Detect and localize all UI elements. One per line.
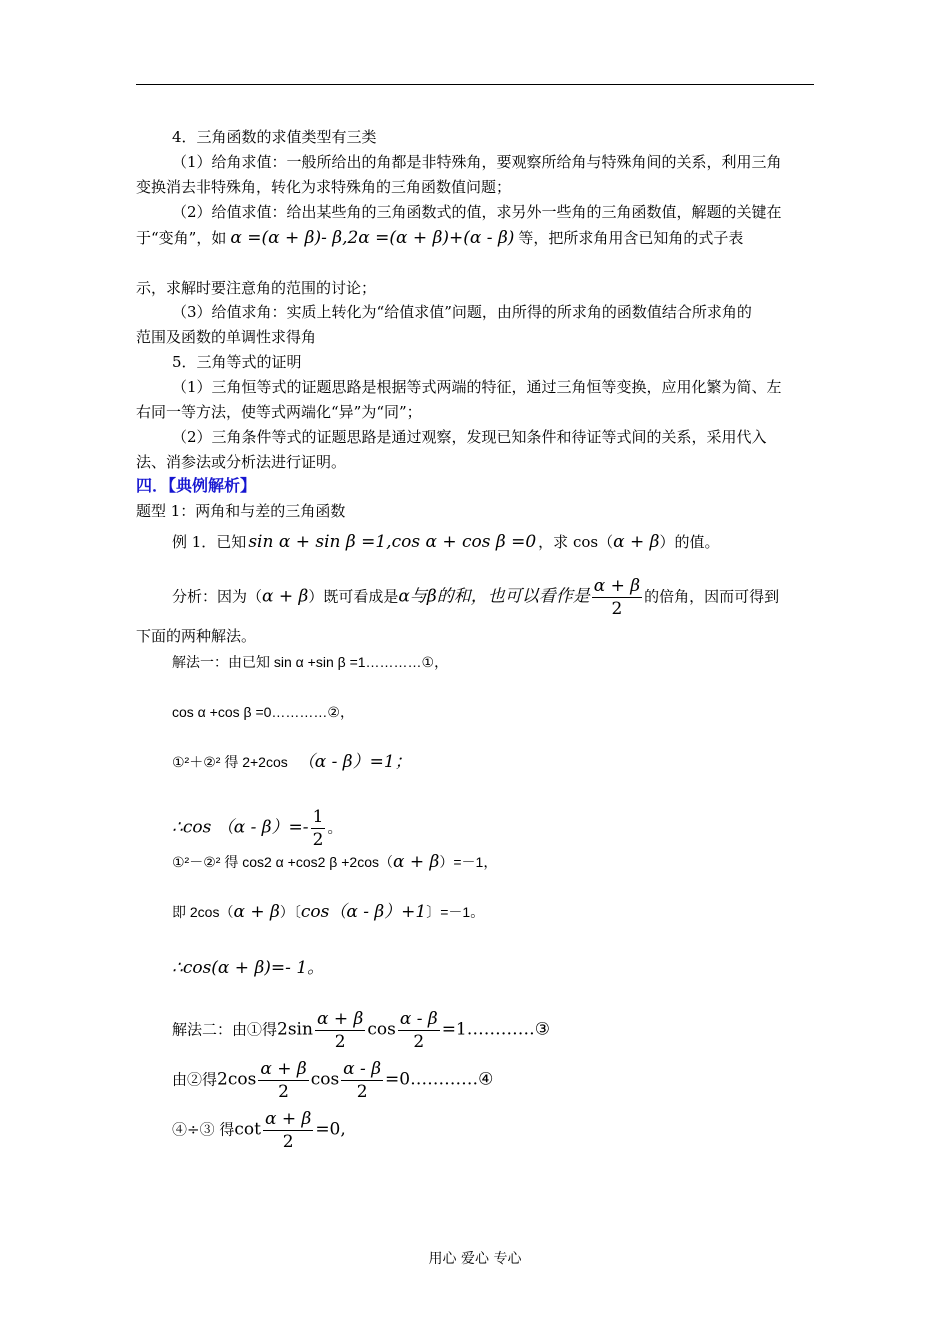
section-5-title: 5．三角等式的证明 (172, 353, 302, 371)
formula: ∴cos （α - β）=- (172, 817, 309, 838)
section-4-item3-line1: （3）给值求角：实质上转化为“给值求值”问题，由所得的所求角的函数值结合所求角的 (172, 303, 752, 321)
method1-line1: 解法一：由已知 sin α +sin β =1…………①， (172, 654, 449, 670)
text: 等，把所求角用含已知角的式子表 (518, 229, 744, 247)
func: 2cos (217, 1069, 257, 1090)
text: 即 2cos（ (172, 904, 234, 920)
section-4-item2-line3: 示，求解时要注意角的范围的讨论； (136, 279, 377, 297)
numerator: α + β (593, 576, 641, 596)
text: 〕=－1。 (426, 904, 485, 920)
angle-formula: α =(α + β)- β,2α =(α + β)+(α - β) (230, 228, 515, 248)
text: =0…………④ (385, 1069, 494, 1090)
text: 例 1．已知 (172, 533, 247, 551)
example-1 (172, 532, 719, 552)
header-rule (136, 84, 814, 85)
section-5-item2-line1: （2）三角条件等式的证题思路是通过观察，发现已知条件和待证等式间的关系，采用代入 (172, 428, 767, 446)
topic-title: 题型 1：两角和与差的三角函数 (136, 502, 346, 520)
angle: α + β (392, 852, 440, 872)
func: cos (367, 1019, 396, 1040)
fraction (258, 1058, 308, 1103)
text: ）=－1， (439, 854, 498, 870)
angle: α + β (613, 532, 660, 552)
denominator: 2 (282, 1132, 294, 1152)
numerator: α - β (343, 1059, 382, 1079)
text: 由②得 (172, 1070, 218, 1089)
fraction (263, 1108, 313, 1153)
text: ①²＋②² 得 2+2cos (172, 754, 288, 770)
func: cot (234, 1119, 261, 1140)
text: =0, (315, 1119, 346, 1140)
method1-line7: ∴cos(α + β)=- 1。 (172, 958, 325, 978)
text: α与β的和，也可以看作是 (398, 586, 590, 607)
text: ）既可看成是 (308, 587, 399, 606)
fraction (398, 1008, 440, 1053)
denominator: 2 (611, 599, 623, 619)
text: 的倍角，因而可得到 (644, 587, 780, 606)
text: =1…………③ (441, 1019, 550, 1040)
section-4-item3-line2: 范围及函数的单调性求得角 (136, 328, 317, 346)
numerator: 1 (312, 807, 324, 827)
method1-line2: cos α +cos β =0…………②， (172, 704, 354, 720)
method1-line6 (172, 902, 484, 922)
numerator: α - β (399, 1009, 438, 1029)
text: ④÷③ 得 (172, 1120, 235, 1139)
denominator: 2 (356, 1082, 368, 1102)
text: ，求 cos（ (538, 533, 614, 551)
angle: α + β (233, 902, 280, 922)
angle: α + β (262, 586, 309, 607)
formula: cos（α - β）+1 (300, 902, 427, 922)
section-5-item2-line2: 法、消参法或分析法进行证明。 (136, 453, 347, 471)
analysis-line2: 下面的两种解法。 (136, 627, 257, 645)
formula: （α - β）=1； (297, 752, 412, 772)
denominator: 2 (334, 1032, 346, 1052)
method1-line3 (172, 752, 412, 772)
fraction (315, 1008, 365, 1053)
method2-line3 (172, 1108, 346, 1153)
denominator: 2 (312, 830, 324, 850)
section-4-title: 4．三角函数的求值类型有三类 (172, 128, 377, 146)
numerator: α + β (260, 1059, 307, 1079)
section-4-item1-line1: （1）给角求值：一般所给出的角都是非特殊角，要观察所给角与特殊角间的关系，利用三角 (172, 153, 782, 171)
method1-line4 (172, 806, 342, 851)
section-heading: 四．【典例解析】 (136, 476, 257, 495)
func: 2sin (277, 1019, 313, 1040)
page-footer: 用心 爱心 专心 (428, 1251, 522, 1267)
denominator: 2 (413, 1032, 425, 1052)
fraction (341, 1058, 383, 1103)
text: 解法二：由①得 (172, 1020, 278, 1039)
numerator: α + β (316, 1009, 364, 1029)
section-5-item1-line2: 右同一等方法，使等式两端化“异”为“同”； (136, 403, 422, 421)
section-4-item2-line2 (136, 228, 743, 248)
fraction (311, 806, 326, 851)
denominator: 2 (278, 1082, 289, 1102)
section-4-item1-line2: 变换消去非特殊角，转化为求特殊角的三角函数值问题； (136, 178, 512, 196)
given-formula: sin α + sin β =1,cos α + cos β =0 (248, 532, 537, 552)
text: ）〔 (279, 904, 301, 920)
half-angle-fraction (592, 575, 642, 620)
section-4-item2-line1: （2）给值求值：给出某些角的三角函数式的值，求另外一些角的三角函数值，解题的关键在 (172, 203, 782, 221)
method2-line2 (172, 1058, 493, 1103)
func: cos (310, 1069, 340, 1090)
text: ）的值。 (659, 533, 720, 551)
method1-line5 (172, 852, 497, 872)
text: 。 (327, 818, 343, 837)
method2-line1 (172, 1008, 550, 1053)
numerator: α + β (264, 1109, 312, 1129)
section-5-item1-line1: （1）三角恒等式的证题思路是根据等式两端的特征，通过三角恒等变换，应用化繁为简、左 (172, 378, 782, 396)
analysis-line1 (172, 575, 779, 620)
text: 分析：因为（ (172, 587, 263, 606)
text: ①²－②² 得 cos2 α +cos2 β +2cos（ (172, 854, 393, 870)
text: 于“变角”，如 (136, 229, 227, 247)
